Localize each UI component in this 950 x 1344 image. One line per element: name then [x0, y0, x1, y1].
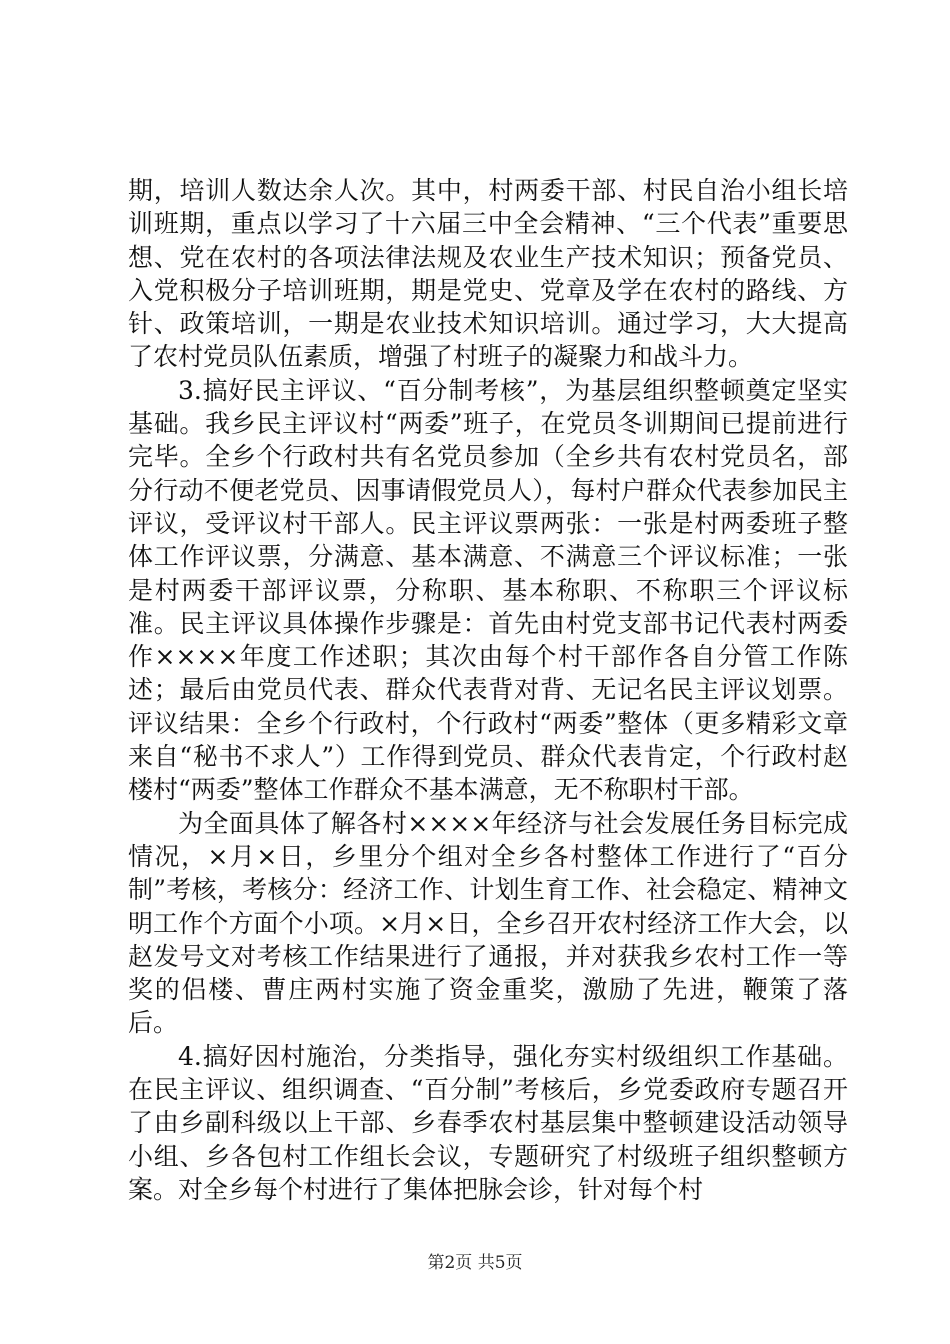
document-body: [128, 174, 848, 1206]
paragraph-2: 3.搞好民主评议、“百分制考核”，为基层组织整顿奠定坚实基础。我乡民主评议村“两委”班子，在党员冬训期间已提前进行完毕。全乡个行政村共有名党员参加（全乡共有农村党员名，部分行动不便老党员、因事请假党员人），每村户群众代表参加民主评议，受评议村干部人。民主评议票两张：一张是村两委班子整体工作评议票，分满意、基本满意、不满意三个评议标准；一张是村两委干部评议票，分称职、基本称职、不称职三个评议标准。民主评议具体操作步骤是：首先由村党支部书记代表村两委作××××年度工作述职；其次由每个村干部作各自分管工作陈述；最后由党员代表、群众代表背对背、无记名民主评议划票。评议结果：全乡个行政村，个行政村“两委”整体（更多精彩文章来自“秘书不求人”）工作得到党员、群众代表肯定，个行政村赵楼村“两委”整体工作群众不基本满意，无不称职村干部。: [128, 375, 848, 805]
paragraph-3: 为全面具体了解各村××××年经济与社会发展任务目标完成情况，×月×日，乡里分个组对全乡各村整体工作进行了“百分制”考核，考核分：经济工作、计划生育工作、社会稳定、精神文明工作个方面个小项。×月×日，全乡召开农村经济工作大会，以赵发号文对考核工作结果进行了通报，并对获我乡农村工作一等奖的侣楼、曹庄两村实施了资金重奖，激励了先进，鞭策了落后。: [128, 808, 848, 1038]
paragraph-1: 期，培训人数达余人次。其中，村两委干部、村民自治小组长培训班期，重点以学习了十六届三中全会精神、“三个代表”重要思想、党在农村的各项法律法规及农业生产技术知识；预备党员、入党积极分子培训班期，期是党史、党章及学在农村的路线、方针、政策培训，一期是农业技术知识培训。通过学习，大大提高了农村党员队伍素质，增强了村班子的凝聚力和战斗力。: [128, 176, 848, 372]
paragraph-4: 4.搞好因村施治，分类指导，强化夯实村级组织工作基础。在民主评议、组织调查、“百分制”考核后，乡党委政府专题召开了由乡副科级以上干部、乡春季农村基层集中整顿建设活动领导小组、乡各包村工作组长会议，专题研究了村级班子组织整顿方案。对全乡每个村进行了集体把脉会诊，针对每个村: [128, 1041, 848, 1204]
page-number-footer: 第2页 共5页: [427, 1253, 523, 1273]
